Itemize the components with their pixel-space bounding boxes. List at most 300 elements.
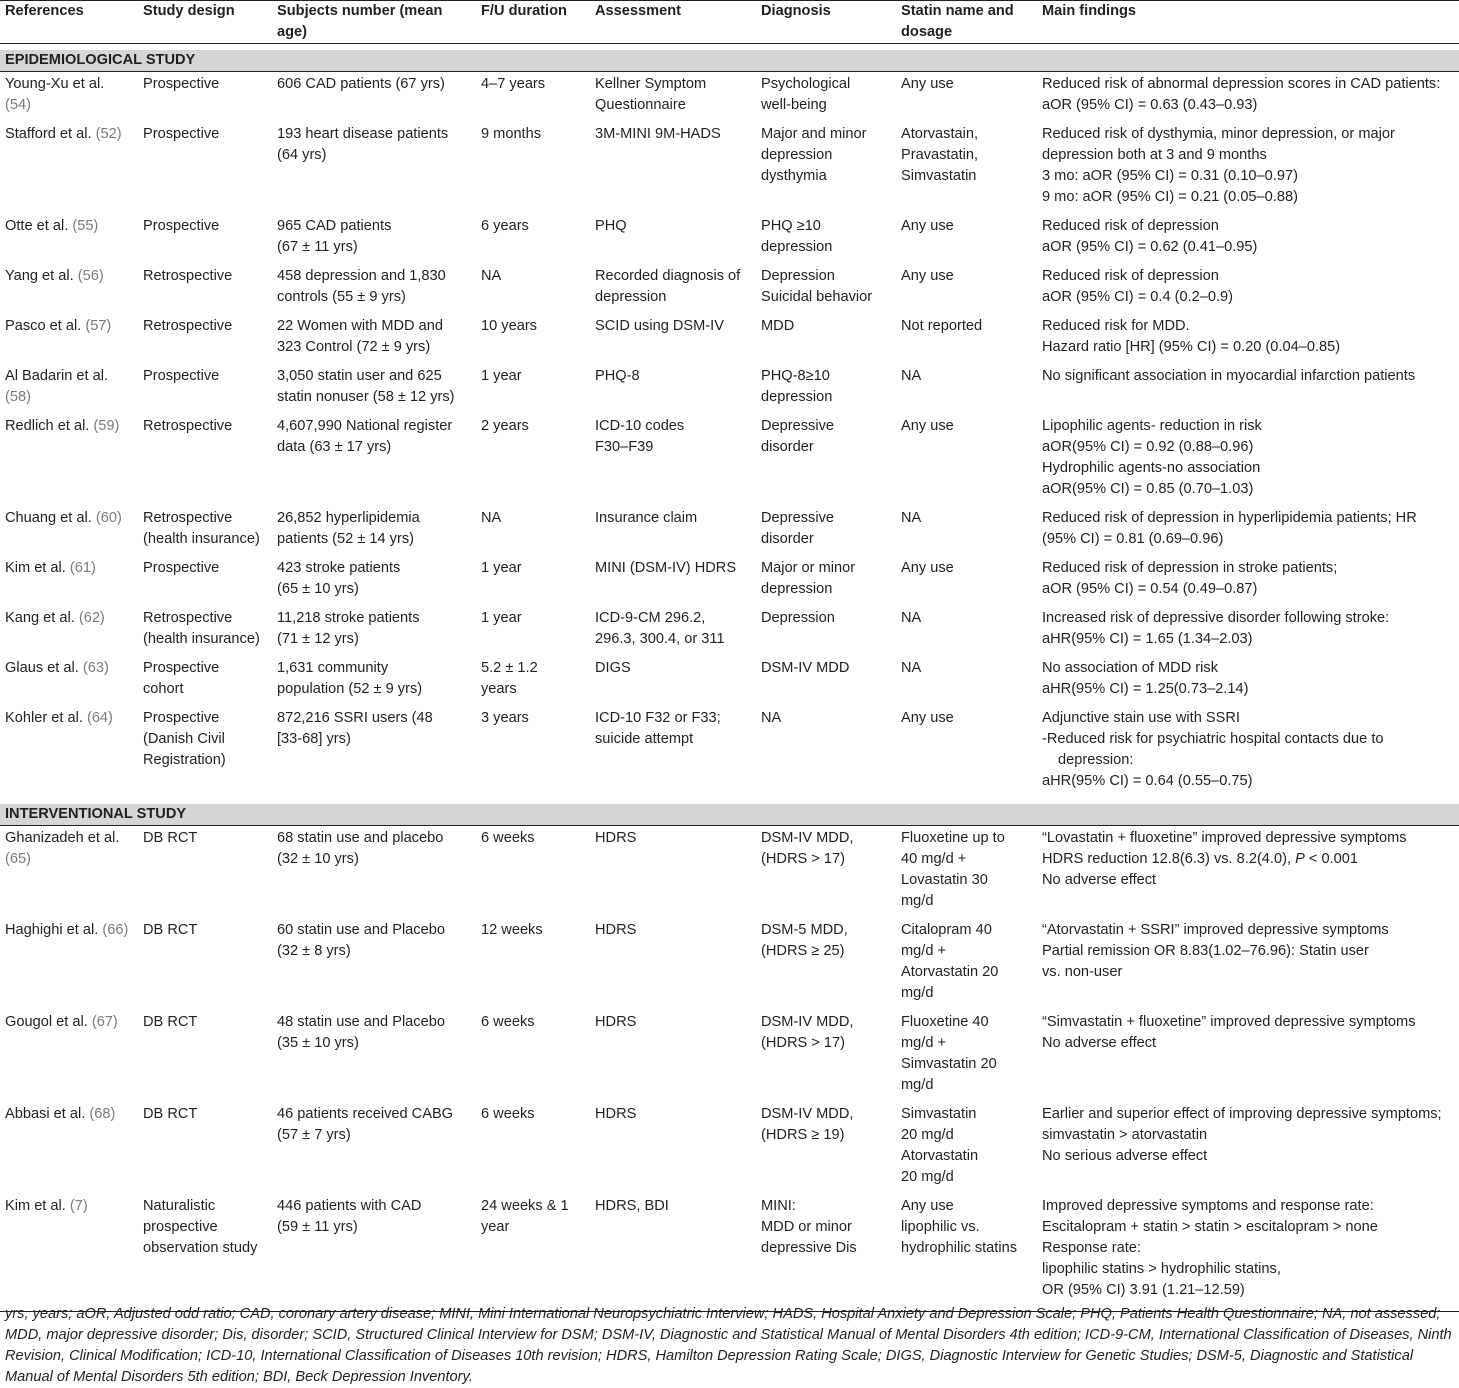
table-row [0, 1102, 1459, 1194]
diagnosis-line: Psychological [761, 76, 851, 92]
subjects-line: (32 ± 8 yrs) [277, 943, 351, 959]
fu-line: 5.2 ± 1.2 [481, 660, 538, 676]
reference-author: Ghanizadeh et al. [5, 830, 120, 846]
findings-line: aHR(95% CI) = 1.65 (1.34–2.03) [1042, 631, 1253, 647]
header-main-findings: Main findings [1037, 1, 1459, 44]
fu-line: NA [481, 268, 502, 284]
cell-statin [896, 506, 1037, 556]
diagnosis-line: Suicidal behavior [761, 289, 873, 305]
diagnosis-line: well-being [761, 97, 827, 113]
assessment-line: Kellner Symptom [595, 76, 707, 92]
cell-subjects [272, 506, 476, 556]
cell-design [138, 264, 272, 314]
diagnosis-line: depression [761, 581, 833, 597]
cell-reference [0, 414, 138, 506]
diagnosis-line: disorder [761, 531, 814, 547]
diagnosis-line: (HDRS ≥ 25) [761, 943, 845, 959]
fu-line: 24 weeks & 1 [481, 1198, 569, 1214]
statin-line: Any use [901, 560, 954, 576]
cell-subjects [272, 706, 476, 798]
subjects-line: (71 ± 12 yrs) [277, 631, 359, 647]
table-row [0, 414, 1459, 506]
reference-citation-link[interactable]: (52) [95, 126, 122, 142]
diagnosis-line: MDD [761, 318, 795, 334]
cell-findings [1037, 706, 1459, 798]
reference-author: Gougol et al. [5, 1014, 88, 1030]
header-statin: Statin name and dosage [896, 1, 1037, 44]
statin-line: 20 mg/d [901, 1127, 954, 1143]
table-row [0, 656, 1459, 706]
header-subjects: Subjects number (mean age) [272, 1, 476, 44]
section-title: INTERVENTIONAL STUDY [0, 804, 1459, 826]
design-line: cohort [143, 681, 184, 697]
cell-subjects [272, 826, 476, 919]
table-row [0, 826, 1459, 919]
cell-fu [476, 364, 590, 414]
findings-line: aHR(95% CI) = 0.64 (0.55–0.75) [1042, 773, 1253, 789]
findings-line: Escitalopram + statin > statin > escitalopram > none [1042, 1219, 1378, 1235]
subjects-line: (67 ± 11 yrs) [277, 239, 358, 255]
cell-statin [896, 1010, 1037, 1102]
cell-diagnosis [756, 122, 896, 214]
design-line: DB RCT [143, 1106, 198, 1122]
findings-line: HDRS reduction 12.8(6.3) vs. 8.2(4.0), P < 0.001 [1042, 851, 1358, 867]
cell-reference [0, 706, 138, 798]
subjects-line: 323 Control (72 ± 9 yrs) [277, 339, 431, 355]
diagnosis-line: Major or minor [761, 560, 856, 576]
assessment-line: PHQ [595, 218, 627, 234]
subjects-line: 22 Women with MDD and [277, 318, 444, 334]
subjects-line: 423 stroke patients [277, 560, 401, 576]
cell-design [138, 556, 272, 606]
cell-findings [1037, 506, 1459, 556]
statin-line: NA [901, 510, 922, 526]
findings-line: “Atorvastatin + SSRI” improved depressive symptoms [1042, 922, 1389, 938]
diagnosis-line: PHQ-8≥10 [761, 368, 830, 384]
cell-subjects [272, 264, 476, 314]
findings-line: Partial remission OR 8.83(1.02–76.96): Statin user [1042, 943, 1369, 959]
statin-line: Simvastatin [901, 1106, 977, 1122]
table-row [0, 506, 1459, 556]
cell-statin [896, 656, 1037, 706]
diagnosis-line: MINI: [761, 1198, 796, 1214]
diagnosis-line: Depressive [761, 418, 834, 434]
statin-line: Simvastatin [901, 168, 977, 184]
reference-citation-link[interactable]: (59) [93, 418, 120, 434]
findings-line: Reduced risk of depression [1042, 268, 1219, 284]
cell-statin [896, 918, 1037, 1010]
design-line: Prospective [143, 660, 220, 676]
diagnosis-line: DSM-IV MDD, [761, 1014, 854, 1030]
findings-line: aOR(95% CI) = 0.92 (0.88–0.96) [1042, 439, 1254, 455]
statin-line: mg/d + [901, 1035, 947, 1051]
diagnosis-line: PHQ ≥10 [761, 218, 821, 234]
cell-assessment [590, 364, 756, 414]
cell-design [138, 1102, 272, 1194]
table-row [0, 264, 1459, 314]
table-row [0, 72, 1459, 123]
findings-line: 3 mo: aOR (95% CI) = 0.31 (0.10–0.97) [1042, 168, 1298, 184]
subjects-line: patients (52 ± 14 yrs) [277, 531, 414, 547]
cell-fu [476, 606, 590, 656]
statin-line: lipophilic vs. [901, 1219, 980, 1235]
fu-line: year [481, 1219, 510, 1235]
cell-reference [0, 826, 138, 919]
statin-line: Fluoxetine 40 [901, 1014, 989, 1030]
reference-author: Kim et al. [5, 1198, 66, 1214]
statin-line: mg/d + [901, 943, 947, 959]
cell-statin [896, 122, 1037, 214]
assessment-line: depression [595, 289, 667, 305]
cell-design [138, 414, 272, 506]
subjects-line: statin nonuser (58 ± 12 yrs) [277, 389, 455, 405]
cell-findings [1037, 556, 1459, 606]
reference-author: Stafford et al. [5, 126, 92, 142]
findings-line: Reduced risk of depression in hyperlipidemia patients; HR [1042, 510, 1417, 526]
assessment-line: Insurance claim [595, 510, 698, 526]
statin-line: mg/d [901, 1077, 934, 1093]
section-title: EPIDEMIOLOGICAL STUDY [0, 50, 1459, 72]
cell-fu [476, 826, 590, 919]
subjects-line: 60 statin use and Placebo [277, 922, 445, 938]
findings-line: No adverse effect [1042, 1035, 1157, 1051]
cell-findings [1037, 826, 1459, 919]
cell-reference [0, 122, 138, 214]
table-header-row [0, 1, 1459, 44]
cell-subjects [272, 656, 476, 706]
findings-line: Reduced risk for MDD. [1042, 318, 1190, 334]
cell-diagnosis [756, 1102, 896, 1194]
cell-reference [0, 606, 138, 656]
fu-line: 6 weeks [481, 1106, 535, 1122]
cell-fu [476, 706, 590, 798]
cell-findings [1037, 918, 1459, 1010]
statin-line: Atorvastatin [901, 1148, 979, 1164]
design-line: Retrospective [143, 318, 233, 334]
statin-line: mg/d [901, 985, 934, 1001]
reference-citation-link[interactable]: (60) [95, 510, 122, 526]
fu-line: 1 year [481, 560, 522, 576]
findings-line: Reduced risk of depression in stroke patients; [1042, 560, 1338, 576]
cell-fu [476, 556, 590, 606]
assessment-line: ICD-9-CM 296.2, [595, 610, 706, 626]
cell-design [138, 122, 272, 214]
findings-line: No association of MDD risk [1042, 660, 1218, 676]
reference-citation-link[interactable]: (63) [82, 660, 109, 676]
findings-line: No significant association in myocardial infarction patients [1042, 368, 1416, 384]
cell-statin [896, 1102, 1037, 1194]
assessment-line: 296.3, 300.4, or 311 [595, 631, 725, 647]
cell-fu [476, 314, 590, 364]
diagnosis-line: DSM-5 MDD, [761, 922, 848, 938]
reference-author: Otte et al. [5, 218, 69, 234]
subjects-line: 46 patients received CABG [277, 1106, 454, 1122]
subjects-line: (35 ± 10 yrs) [277, 1035, 359, 1051]
reference-citation-link[interactable]: (68) [89, 1106, 116, 1122]
findings-line: Hydrophilic agents-no association [1042, 460, 1261, 476]
design-line: Registration) [143, 752, 226, 768]
diagnosis-line: DSM-IV MDD, [761, 1106, 854, 1122]
cell-diagnosis [756, 414, 896, 506]
statin-line: Atorvastain, [901, 126, 979, 142]
assessment-line: 3M-MINI 9M-HADS [595, 126, 721, 142]
design-line: Naturalistic [143, 1198, 216, 1214]
cell-design [138, 214, 272, 264]
cell-fu [476, 214, 590, 264]
reference-author: Young-Xu et al. [5, 76, 105, 92]
cell-assessment [590, 1194, 756, 1312]
statin-line: NA [901, 368, 922, 384]
cell-reference [0, 364, 138, 414]
cell-fu [476, 918, 590, 1010]
findings-line: depression both at 3 and 9 months [1042, 147, 1267, 163]
cell-subjects [272, 314, 476, 364]
cell-assessment [590, 606, 756, 656]
cell-findings [1037, 264, 1459, 314]
findings-line: OR (95% CI) 3.91 (1.21–12.59) [1042, 1282, 1245, 1298]
cell-reference [0, 1194, 138, 1312]
findings-line: No adverse effect [1042, 872, 1157, 888]
cell-statin [896, 606, 1037, 656]
statin-line: Fluoxetine up to [901, 830, 1005, 846]
assessment-line: HDRS, BDI [595, 1198, 669, 1214]
cell-fu [476, 1010, 590, 1102]
subjects-line: (32 ± 10 yrs) [277, 851, 359, 867]
diagnosis-line: Depression [761, 610, 835, 626]
statin-line: hydrophilic statins [901, 1240, 1017, 1256]
statin-line: Citalopram 40 [901, 922, 992, 938]
statin-line: 20 mg/d [901, 1169, 954, 1185]
reference-citation-link[interactable]: (61) [69, 560, 96, 576]
design-line: DB RCT [143, 1014, 198, 1030]
cell-statin [896, 364, 1037, 414]
diagnosis-line: (HDRS ≥ 19) [761, 1127, 845, 1143]
cell-statin [896, 214, 1037, 264]
findings-line: Adjunctive stain use with SSRI [1042, 710, 1240, 726]
assessment-line: Questionnaire [595, 97, 686, 113]
findings-line: Response rate: [1042, 1240, 1141, 1256]
cell-subjects [272, 122, 476, 214]
table-row [0, 706, 1459, 798]
assessment-line: PHQ-8 [595, 368, 640, 384]
assessment-line: ICD-10 F32 or F33; [595, 710, 721, 726]
cell-diagnosis [756, 506, 896, 556]
reference-citation-link[interactable]: (55) [72, 218, 99, 234]
reference-citation-link[interactable]: (66) [102, 922, 129, 938]
cell-subjects [272, 1102, 476, 1194]
design-line: Retrospective [143, 610, 233, 626]
assessment-line: Recorded diagnosis of [595, 268, 741, 284]
cell-assessment [590, 314, 756, 364]
cell-findings [1037, 1102, 1459, 1194]
findings-line: Increased risk of depressive disorder following stroke: [1042, 610, 1390, 626]
statin-line: Pravastatin, [901, 147, 979, 163]
cell-reference [0, 264, 138, 314]
subjects-line: data (63 ± 17 yrs) [277, 439, 392, 455]
cell-design [138, 606, 272, 656]
reference-citation-link[interactable]: (64) [86, 710, 113, 726]
findings-line: Lipophilic agents- reduction in risk [1042, 418, 1262, 434]
cell-statin [896, 264, 1037, 314]
findings-line: vs. non-user [1042, 964, 1123, 980]
table-row [0, 918, 1459, 1010]
cell-assessment [590, 706, 756, 798]
cell-fu [476, 264, 590, 314]
diagnosis-line: depression [761, 389, 833, 405]
findings-line: aOR (95% CI) = 0.54 (0.49–0.87) [1042, 581, 1258, 597]
reference-author: Haghighi et al. [5, 922, 99, 938]
assessment-line: suicide attempt [595, 731, 694, 747]
reference-citation-link[interactable]: (56) [77, 268, 104, 284]
findings-line: simvastatin > atorvastatin [1042, 1127, 1208, 1143]
reference-citation-link[interactable]: (65) [5, 851, 31, 867]
cell-findings [1037, 314, 1459, 364]
reference-author: Kim et al. [5, 560, 66, 576]
header-references: References [0, 1, 138, 44]
subjects-line: 458 depression and 1,830 [277, 268, 446, 284]
assessment-line: MINI (DSM-IV) HDRS [595, 560, 737, 576]
subjects-line: (57 ± 7 yrs) [277, 1127, 351, 1143]
cell-design [138, 72, 272, 123]
cell-design [138, 918, 272, 1010]
subjects-line: (65 ± 10 yrs) [277, 581, 359, 597]
cell-design [138, 1010, 272, 1102]
cell-assessment [590, 918, 756, 1010]
statin-line: Any use [901, 1198, 954, 1214]
design-line: Retrospective [143, 418, 233, 434]
cell-subjects [272, 364, 476, 414]
cell-reference [0, 918, 138, 1010]
reference-citation-link[interactable]: (54) [5, 97, 31, 113]
reference-citation-link[interactable]: (57) [85, 318, 112, 334]
design-line: Retrospective [143, 510, 233, 526]
fu-line: 12 weeks [481, 922, 543, 938]
diagnosis-line: DSM-IV MDD [761, 660, 850, 676]
cell-fu [476, 656, 590, 706]
cell-diagnosis [756, 214, 896, 264]
cell-diagnosis [756, 1010, 896, 1102]
fu-line: years [481, 681, 517, 697]
findings-line: depression: [1058, 752, 1134, 768]
design-line: (health insurance) [143, 531, 260, 547]
cell-diagnosis [756, 1194, 896, 1312]
cell-statin [896, 414, 1037, 506]
section-header-row [0, 804, 1459, 826]
statin-line: Simvastatin 20 [901, 1056, 997, 1072]
subjects-line: 965 CAD patients [277, 218, 392, 234]
cell-diagnosis [756, 706, 896, 798]
cell-design [138, 706, 272, 798]
subjects-line: 872,216 SSRI users (48 [277, 710, 433, 726]
cell-diagnosis [756, 264, 896, 314]
fu-line: 6 weeks [481, 1014, 535, 1030]
diagnosis-line: MDD or minor [761, 1219, 852, 1235]
fu-line: 1 year [481, 610, 522, 626]
reference-citation-link[interactable]: (67) [91, 1014, 118, 1030]
findings-line: Improved depressive symptoms and response rate: [1042, 1198, 1374, 1214]
reference-citation-link[interactable]: (58) [5, 389, 31, 405]
header-study-design: Study design [138, 1, 272, 44]
findings-line: 9 mo: aOR (95% CI) = 0.21 (0.05–0.88) [1042, 189, 1298, 205]
assessment-line: HDRS [595, 1014, 637, 1030]
cell-subjects [272, 556, 476, 606]
findings-line: Reduced risk of dysthymia, minor depression, or major [1042, 126, 1395, 142]
cell-design [138, 826, 272, 919]
subjects-line: 3,050 statin user and 625 [277, 368, 442, 384]
cell-design [138, 364, 272, 414]
diagnosis-line: depression [761, 239, 833, 255]
design-line: Prospective [143, 710, 220, 726]
diagnosis-line: disorder [761, 439, 814, 455]
reference-citation-link[interactable]: (7) [69, 1198, 88, 1214]
reference-author: Yang et al. [5, 268, 74, 284]
design-line: Retrospective [143, 268, 233, 284]
cell-fu [476, 1102, 590, 1194]
design-line: DB RCT [143, 830, 198, 846]
subjects-line: 48 statin use and Placebo [277, 1014, 445, 1030]
statin-line: Not reported [901, 318, 983, 334]
statin-line: Any use [901, 76, 954, 92]
diagnosis-line: (HDRS > 17) [761, 851, 845, 867]
design-line: Prospective [143, 218, 220, 234]
table-row [0, 122, 1459, 214]
design-line: prospective [143, 1219, 218, 1235]
cell-reference [0, 656, 138, 706]
statin-line: Lovastatin 30 [901, 872, 988, 888]
subjects-line: 446 patients with CAD [277, 1198, 422, 1214]
cell-assessment [590, 556, 756, 606]
table-row [0, 214, 1459, 264]
findings-line: -Reduced risk for psychiatric hospital contacts due to [1042, 731, 1384, 747]
diagnosis-line: NA [761, 710, 782, 726]
table-row [0, 1010, 1459, 1102]
findings-line: aOR (95% CI) = 0.4 (0.2–0.9) [1042, 289, 1234, 305]
subjects-line: 4,607,990 National register [277, 418, 453, 434]
cell-findings [1037, 364, 1459, 414]
statin-line: Any use [901, 710, 954, 726]
fu-line: 6 weeks [481, 830, 535, 846]
cell-assessment [590, 1010, 756, 1102]
cell-diagnosis [756, 364, 896, 414]
header-fu-duration: F/U duration [476, 1, 590, 44]
reference-author: Redlich et al. [5, 418, 90, 434]
cell-statin [896, 556, 1037, 606]
reference-author: Pasco et al. [5, 318, 82, 334]
diagnosis-line: Depression [761, 268, 835, 284]
fu-line: 9 months [481, 126, 542, 142]
cell-fu [476, 1194, 590, 1312]
cell-assessment [590, 656, 756, 706]
cell-assessment [590, 122, 756, 214]
cell-reference [0, 214, 138, 264]
design-line: (health insurance) [143, 631, 260, 647]
cell-assessment [590, 506, 756, 556]
statin-line: mg/d [901, 893, 934, 909]
cell-diagnosis [756, 606, 896, 656]
fu-line: 4–7 years [481, 76, 546, 92]
cell-assessment [590, 1102, 756, 1194]
design-line: Prospective [143, 560, 220, 576]
diagnosis-line: Major and minor [761, 126, 867, 142]
cell-fu [476, 72, 590, 123]
reference-citation-link[interactable]: (62) [78, 610, 105, 626]
cell-findings [1037, 214, 1459, 264]
cell-subjects [272, 606, 476, 656]
table-footnote: yrs, years; aOR, Adjusted odd ratio; CAD, coronary artery disease; MINI, Mini International Neuropsychiatric Interview; HADS, Hospital Anxiety and Depression Scale; PHQ, Patients Health Questionnaire; NA, not assessed; MDD, major depressive disorder; Dis, disorder; SCID, Structured Clinical Interview for DSM; DSM-IV, Diagnostic and Statistical Manual of Mental Disorders 4th edition; ICD-9-CM, International Classification of Diseases, Ninth Revision, Clinical Modification; ICD-10, International Classification of Diseases 10th revision; HDRS, Hamilton Depression Rating Scale; DIGS, Diagnostic Interview for Genetic Studies; DSM-5, Diagnostic and Statistical Manual of Mental Disorders 5th edition; BDI, Beck Depression Inventory. [5, 1306, 1452, 1385]
cell-statin [896, 314, 1037, 364]
subjects-line: 193 heart disease patients [277, 126, 449, 142]
cell-assessment [590, 72, 756, 123]
